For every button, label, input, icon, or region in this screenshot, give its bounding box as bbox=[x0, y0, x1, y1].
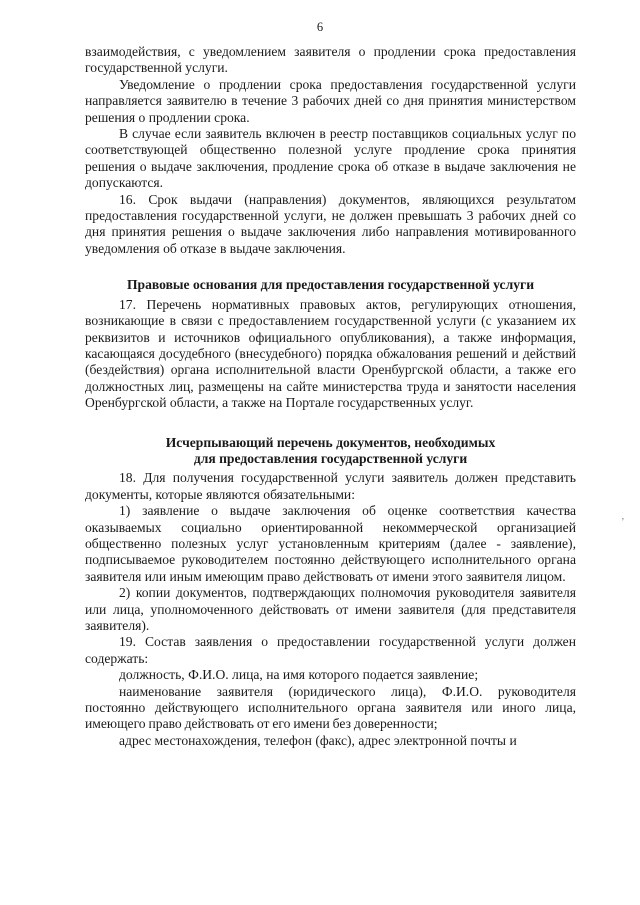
paragraph-17: 17. Перечень нормативных правовых актов, регулирующих отношения, возникающие в связи с предоставлением государственной услуги (с указанием их реквизитов и источников официального опубликования), а также информация, касающаяся досудебного (внесудебного) порядка обжалования решений и действий (бездействия) органа исполнительной власти Оренбургской области, а также его должностных лиц, размещены на сайте министерства труда и занятости населения Оренбургской области, а также на Портале государственных услуг. bbox=[85, 296, 576, 411]
paragraph-18-item-1: 1) заявление о выдаче заключения об оценке соответствия качества оказываемых социально ориентированной некоммерческой организацией общественно полезных услуг установленным критериям (далее - заявление), подписываемое руководителем постоянно действующего исполнительного органа заявителя или иным имеющим право действовать от имени этого заявителя лицом. bbox=[85, 503, 576, 584]
section-heading-documents bbox=[85, 435, 576, 468]
paragraph-19-item-applicant: наименование заявителя (юридического лица), Ф.И.О. руководителя постоянно действующего исполнительного органа заявителя или иного лица, имеющего право действовать от его имени без доверенности; bbox=[85, 683, 576, 732]
paragraph-18: 18. Для получения государственной услуги заявитель должен представить документы, которые являются обязательными: bbox=[85, 470, 576, 502]
paragraph-19-item-position: должность, Ф.И.О. лица, на имя которого подается заявление; bbox=[119, 667, 479, 683]
document-body bbox=[85, 44, 576, 749]
paragraph-18-item-2: 2) копии документов, подтверждающих полномочия руководителя заявителя или лица, уполномоченного действовать от имени заявителя (для представителя заявителя). bbox=[85, 585, 576, 633]
section-heading-documents-line2: для предоставления государственной услуги bbox=[193, 450, 468, 466]
paragraph-registry-case: В случае если заявитель включен в реестр поставщиков социальных услуг по соответствующей общественно полезной услуге продление срока принятия решения о выдаче заключения, продление срока об отказе в выдаче заключения не допускаются. bbox=[85, 126, 576, 191]
section-heading-legal-basis: Правовые основания для предоставления государственной услуги bbox=[126, 277, 535, 293]
paragraph-19-item-address: адрес местонахождения, телефон (факс), адрес электронной почты и bbox=[119, 732, 517, 748]
paragraph-continuation: взаимодействия, с уведомлением заявителя о продлении срока предоставления государственной услуги. bbox=[85, 44, 576, 76]
paragraph-extension-notice: Уведомление о продлении срока предоставления государственной услуги направляется заявителю в течение 3 рабочих дней со дня принятия министерством решения о продлении срока. bbox=[85, 76, 576, 125]
page-number: 6 bbox=[316, 20, 324, 34]
paragraph-19: 19. Состав заявления о предоставлении государственной услуги должен содержать: bbox=[85, 634, 576, 666]
paragraph-16: 16. Срок выдачи (направления) документов, являющихся результатом предоставления государственной услуги, не должен превышать 3 рабочих дней со дня принятия решения о выдаче заключения либо направления мотивированного уведомления об отказе в выдаче заключения. bbox=[85, 191, 576, 256]
section-heading-documents-line1: Исчерпывающий перечень документов, необходимых bbox=[165, 434, 496, 450]
margin-mark: , bbox=[621, 511, 624, 521]
